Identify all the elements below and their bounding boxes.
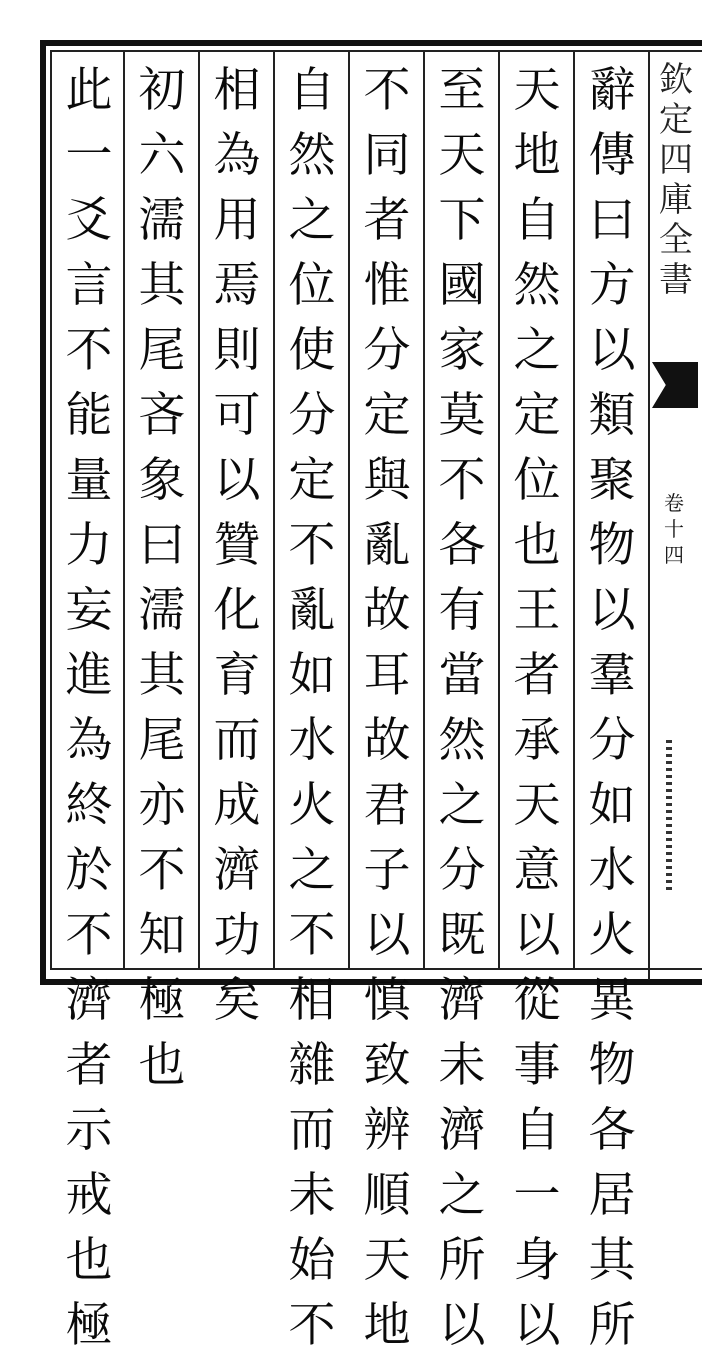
character: 家: [438, 323, 486, 378]
character: 相: [288, 973, 336, 1028]
character: 慎: [363, 973, 411, 1028]
text-column-1: [583, 58, 641, 1353]
character: 以: [363, 908, 411, 963]
character: 地: [513, 128, 561, 183]
character: 以: [213, 453, 261, 508]
character: 不: [288, 1298, 336, 1353]
character: 王: [513, 583, 561, 638]
margin-dots: [666, 740, 672, 890]
character: 承: [513, 713, 561, 768]
character: 順: [363, 1168, 411, 1223]
character: 不: [65, 908, 113, 963]
character: 六: [138, 128, 186, 183]
character: 示: [65, 1103, 113, 1158]
character: 自: [513, 193, 561, 248]
margin-character: 庫: [659, 180, 693, 220]
margin-character: 卷: [664, 491, 684, 515]
character: 進: [65, 648, 113, 703]
character: 之: [288, 193, 336, 248]
character: 不: [65, 323, 113, 378]
text-column-6: [208, 58, 266, 1028]
character: 以: [588, 323, 636, 378]
character: 者: [363, 193, 411, 248]
character: 量: [65, 453, 113, 508]
character: 也: [138, 1038, 186, 1093]
character: 之: [438, 778, 486, 833]
character: 曰: [138, 518, 186, 573]
text-column-7: [133, 58, 191, 1093]
character: 濡: [138, 583, 186, 638]
character: 曰: [588, 193, 636, 248]
character: 一: [513, 1168, 561, 1223]
character: 位: [288, 258, 336, 313]
character: 致: [363, 1038, 411, 1093]
character: 也: [513, 518, 561, 573]
character: 極: [138, 973, 186, 1028]
margin-character: 全: [659, 220, 693, 260]
character: 於: [65, 843, 113, 898]
character: 亦: [138, 778, 186, 833]
character: 亂: [288, 583, 336, 638]
text-column-3: [433, 58, 491, 1353]
fishtail-mark: [652, 362, 698, 408]
character: 吝: [138, 388, 186, 443]
margin-character: 四: [664, 543, 684, 567]
character: 此: [65, 63, 113, 118]
column-rule: [123, 52, 125, 968]
character: 定: [513, 388, 561, 443]
character: 焉: [213, 258, 261, 313]
character: 一: [65, 128, 113, 183]
character: 為: [213, 128, 261, 183]
character: 以: [513, 908, 561, 963]
character: 所: [588, 1298, 636, 1353]
gutter-top-rule: [648, 50, 702, 52]
character: 爻: [65, 193, 113, 248]
character: 下: [438, 193, 486, 248]
character: 濟: [65, 973, 113, 1028]
character: 而: [288, 1103, 336, 1158]
character: 地: [363, 1298, 411, 1353]
character: 濟: [438, 1103, 486, 1158]
character: 使: [288, 323, 336, 378]
character: 不: [363, 63, 411, 118]
character: 類: [588, 388, 636, 443]
character: 當: [438, 648, 486, 703]
character: 故: [363, 583, 411, 638]
character: 化: [213, 583, 261, 638]
character: 亂: [363, 518, 411, 573]
character: 分: [438, 843, 486, 898]
text-column-2: [508, 58, 566, 1353]
character: 終: [65, 778, 113, 833]
character: 同: [363, 128, 411, 183]
character: 水: [588, 843, 636, 898]
character: 始: [288, 1233, 336, 1288]
character: 自: [513, 1103, 561, 1158]
character: 辭: [588, 63, 636, 118]
page-gutter: [648, 50, 702, 980]
character: 然: [438, 713, 486, 768]
chapter-label: [658, 490, 690, 568]
column-rule: [348, 52, 350, 968]
margin-character: 欽: [659, 60, 693, 100]
character: 以: [438, 1298, 486, 1353]
character: 初: [138, 63, 186, 118]
margin-character: 書: [659, 260, 693, 300]
character: 雜: [288, 1038, 336, 1093]
character: 故: [363, 713, 411, 768]
character: 事: [513, 1038, 561, 1093]
character: 相: [213, 63, 261, 118]
character: 有: [438, 583, 486, 638]
character: 力: [65, 518, 113, 573]
column-rule: [573, 52, 575, 968]
character: 妄: [65, 583, 113, 638]
character: 異: [588, 973, 636, 1028]
character: 從: [513, 973, 561, 1028]
character: 象: [138, 453, 186, 508]
character: 者: [513, 648, 561, 703]
character: 然: [288, 128, 336, 183]
character: 聚: [588, 453, 636, 508]
character: 育: [213, 648, 261, 703]
character: 分: [363, 323, 411, 378]
character: 以: [588, 583, 636, 638]
character: 天: [513, 778, 561, 833]
character: 水: [288, 713, 336, 768]
character: 之: [288, 843, 336, 898]
character: 與: [363, 453, 411, 508]
character: 惟: [363, 258, 411, 313]
margin-character: 十: [664, 517, 684, 541]
character: 不: [288, 518, 336, 573]
character: 子: [363, 843, 411, 898]
character: 極: [65, 1298, 113, 1353]
margin-character: 四: [659, 140, 693, 180]
character: 分: [288, 388, 336, 443]
character: 定: [288, 453, 336, 508]
character: 知: [138, 908, 186, 963]
character: 意: [513, 843, 561, 898]
character: 如: [588, 778, 636, 833]
gutter-rule: [648, 50, 650, 980]
character: 至: [438, 63, 486, 118]
character: 功: [213, 908, 261, 963]
character: 而: [213, 713, 261, 768]
character: 國: [438, 258, 486, 313]
margin-character: 定: [659, 100, 693, 140]
character: 也: [65, 1233, 113, 1288]
character: 則: [213, 323, 261, 378]
character: 濟: [213, 843, 261, 898]
character: 贊: [213, 518, 261, 573]
character: 用: [213, 193, 261, 248]
character: 耳: [363, 648, 411, 703]
character: 成: [213, 778, 261, 833]
character: 者: [65, 1038, 113, 1093]
character: 然: [513, 258, 561, 313]
character: 其: [138, 648, 186, 703]
character: 尾: [138, 713, 186, 768]
character: 火: [288, 778, 336, 833]
text-column-5: [283, 58, 341, 1353]
character: 言: [65, 258, 113, 313]
character: 其: [588, 1233, 636, 1288]
text-column-8: [60, 58, 118, 1353]
character: 物: [588, 518, 636, 573]
character: 既: [438, 908, 486, 963]
character: 羣: [588, 648, 636, 703]
character: 濡: [138, 193, 186, 248]
character: 不: [288, 908, 336, 963]
character: 不: [438, 453, 486, 508]
character: 戒: [65, 1168, 113, 1223]
character: 濟: [438, 973, 486, 1028]
character: 莫: [438, 388, 486, 443]
character: 定: [363, 388, 411, 443]
column-rule: [498, 52, 500, 968]
text-column-4: [358, 58, 416, 1353]
character: 為: [65, 713, 113, 768]
character: 身: [513, 1233, 561, 1288]
character: 各: [588, 1103, 636, 1158]
character: 之: [513, 323, 561, 378]
character: 方: [588, 258, 636, 313]
character: 不: [138, 843, 186, 898]
character: 天: [438, 128, 486, 183]
character: 天: [513, 63, 561, 118]
character: 能: [65, 388, 113, 443]
character: 未: [438, 1038, 486, 1093]
column-rule: [198, 52, 200, 968]
character: 可: [213, 388, 261, 443]
character: 物: [588, 1038, 636, 1093]
character: 以: [513, 1298, 561, 1353]
character: 之: [438, 1168, 486, 1223]
character: 分: [588, 713, 636, 768]
character: 傳: [588, 128, 636, 183]
character: 所: [438, 1233, 486, 1288]
character: 君: [363, 778, 411, 833]
character: 火: [588, 908, 636, 963]
column-rule: [423, 52, 425, 968]
character: 天: [363, 1233, 411, 1288]
column-rule: [273, 52, 275, 968]
character: 矣: [213, 973, 261, 1028]
character: 位: [513, 453, 561, 508]
book-title: [656, 60, 696, 300]
character: 辨: [363, 1103, 411, 1158]
character: 尾: [138, 323, 186, 378]
character: 各: [438, 518, 486, 573]
character: 其: [138, 258, 186, 313]
character: 居: [588, 1168, 636, 1223]
character: 未: [288, 1168, 336, 1223]
character: 如: [288, 648, 336, 703]
character: 自: [288, 63, 336, 118]
